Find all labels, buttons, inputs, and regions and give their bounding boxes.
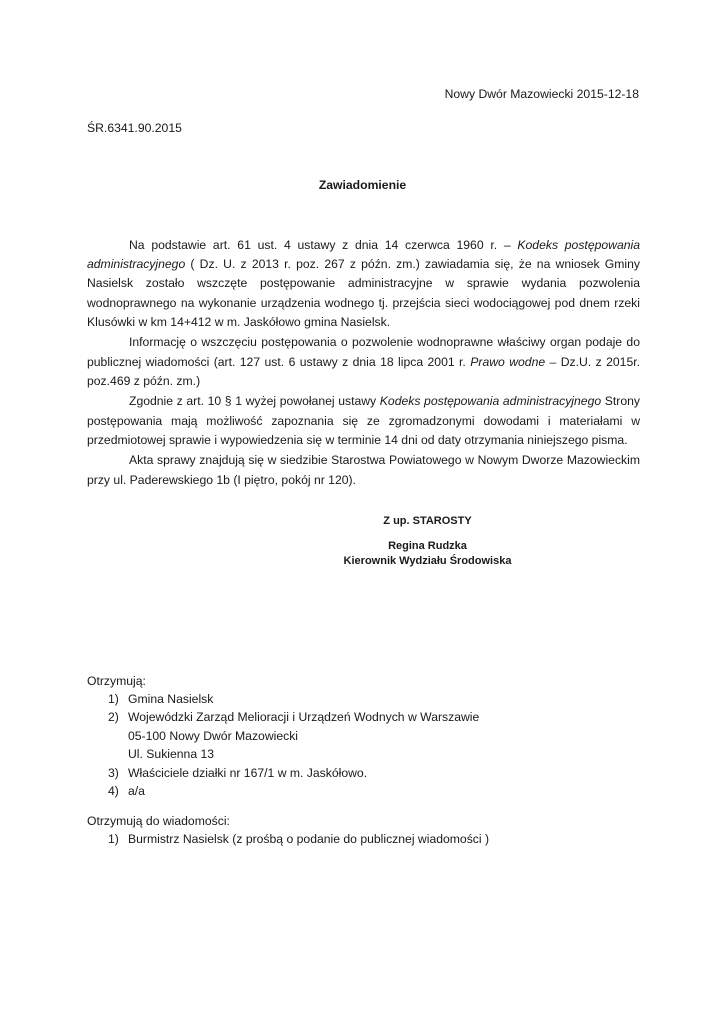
list-item-number: 3) [108,765,119,780]
list-item-number: 1) [108,692,119,706]
paragraph-2-text-a: Informację o wszczęciu postępowania o pozwolenie wodnoprawne właściwy organ podaje do publicznej wiadomości (art. 127 ust. 6 ustawy z dnia 18 lipca 2001 r. [87,335,640,369]
list-item-line: Burmistrz Nasielsk (z prośbą o podanie do publicznej wiadomości ) [128,832,490,846]
list-item [87,708,479,763]
letter-body [87,236,640,490]
place-and-date: Nowy Dwór Mazowiecki 2015-12-18 [444,87,639,101]
list-item-line: Ul. Sukienna 13 [128,747,215,762]
list-item [87,830,489,848]
signatory-name: Regina Rudzka [388,540,467,552]
list-item-line: Wojewódzki Zarząd Melioracji i Urządzeń Wodnych w Warszawie [128,710,480,725]
list-item-line: Właściciele działki nr 167/1 w m. Jaskółowo. [128,765,368,780]
signature-block [0,539,725,569]
paragraph-4: Akta sprawy znajdują się w siedzibie Starostwa Powiatowego w Nowym Dworze Mazowieckim przy ul. Paderewskiego 1b (I piętro, pokój nr 120). [87,453,640,487]
paragraph-3 [87,392,640,450]
list-item-number: 1) [108,832,119,846]
paragraph-3-text-b: Strony postępowania mają możliwość zapoznania się ze zgromadzonymi dowodami i materiałami w przedmiotowej sprawie i wypowiedzenia się w terminie 14 dni od daty otrzymania niniejszego pisma. [87,394,640,447]
list-item-line: 05-100 Nowy Dwór Mazowiecki [128,728,299,743]
recipients-list [87,690,479,800]
paragraph-1 [87,236,640,332]
paragraph-1-text-a: Na podstawie art. 61 ust. 4 ustawy z dnia 14 czerwca 1960 r. – [129,238,518,252]
information-recipients-list [87,830,489,848]
paragraph-2-italic: Prawo wodne – [470,354,557,369]
paragraph-2 [87,333,640,391]
list-item [87,690,479,708]
paragraph-1-text-b: ( Dz. U. z 2013 r. poz. 267 z późn. zm.) zawiadamia się, że na wniosek Gminy Nasielsk zostało wszczęte postępowanie administracyjne w sprawie wydania pozwolenia wodnoprawnego na wykonanie urządzenia wodnego tj. przejścia sieci wodociągowej pod dnem rzeki Klusówki w km 14+412 w m. Jaskółowo gmina Nasielsk. [87,257,640,329]
signatory-position: Kierownik Wydziału Środowiska [343,555,512,567]
paragraph-2-text-b: Dz.U. z 2015r. poz.469 z późn. zm.) [87,354,641,388]
recipients-heading: Otrzymują: [87,674,146,688]
paragraph-1-italic: Kodeks postępowania administracyjnego [87,238,640,272]
document-title: Zawiadomienie [318,178,407,192]
list-item-number: 4) [108,784,119,799]
list-item-number: 2) [108,710,119,725]
paragraph-3-text-a: Zgodnie z art. 10 § 1 wyżej powołanej ustawy [129,394,380,409]
list-item [87,764,479,782]
paragraph-3-italic: Kodeks postępowania administracyjnego [379,394,602,409]
case-reference: ŚR.6341.90.2015 [87,121,182,135]
list-item [87,782,479,800]
signature-authority: Z up. STAROSTY [383,515,472,527]
list-item-line: Gmina Nasielsk [128,692,214,706]
list-item-line: a/a [128,784,145,799]
information-recipients-heading: Otrzymują do wiadomości: [87,814,230,828]
